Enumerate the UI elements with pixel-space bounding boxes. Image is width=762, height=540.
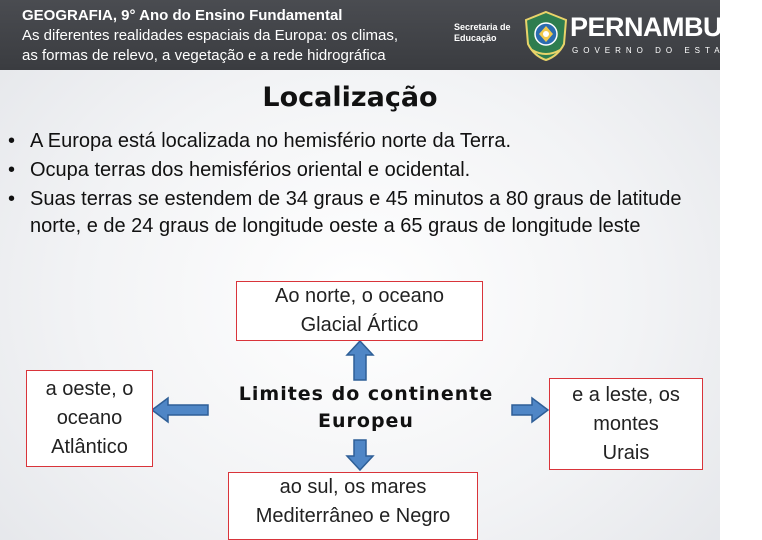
secretaria-line-2: Educação	[454, 33, 497, 43]
arrow-left-icon	[152, 398, 208, 422]
lesson-subtitle-line-2: as formas de relevo, a vegetação e a rede hidrográfica	[22, 47, 386, 64]
north-limit-line-2: Glacial Ártico	[300, 314, 419, 336]
center-label-line-1: Limites do continente	[238, 383, 494, 405]
west-limit-line-2: oceano	[56, 407, 123, 429]
arrow-right-icon	[512, 398, 548, 422]
east-limit-line-3: Urais	[602, 441, 650, 464]
arrow-up-icon	[347, 341, 373, 380]
lesson-subtitle-line-1: As diferentes realidades espaciais da Europa: os climas,	[22, 27, 399, 44]
bullet-text: A Europa está localizada no hemisfério norte da Terra.	[30, 130, 512, 152]
arrow-down-icon	[347, 440, 373, 470]
north-limit-line-1: Ao norte, o oceano	[274, 285, 444, 307]
west-limit-line-1: a oeste, o	[45, 378, 134, 400]
bullet-dot: •	[8, 159, 16, 181]
secretaria-line-1: Secretaria de	[454, 22, 511, 32]
south-limit-line-1: ao sul, os mares	[279, 476, 427, 498]
course-title: GEOGRAFIA, 9° Ano do Ensino Fundamental	[22, 7, 343, 24]
south-limit-box	[228, 472, 478, 540]
center-label-line-2: Europeu	[318, 410, 414, 432]
north-limit-box	[236, 281, 483, 341]
east-limit-line-2: montes	[593, 412, 659, 435]
bullet-text: Ocupa terras dos hemisférios oriental e ocidental.	[30, 159, 471, 181]
west-limit-line-3: Atlântico	[51, 436, 128, 458]
west-limit-box	[26, 370, 153, 467]
brand-wordmark: PERNAMBUCO	[570, 12, 762, 42]
east-limit-line-1: e a leste, os	[572, 383, 680, 406]
south-limit-line-2: Mediterrâneo e Negro	[255, 505, 451, 527]
bullet-dot: •	[8, 188, 16, 210]
slide-title: Localização	[262, 82, 438, 113]
diagram-center-label	[216, 381, 516, 435]
bullet-text: Suas terras se estendem de 34 graus e 45 minutos a 80 graus de latitude norte, e de 24 graus de longitude oeste a 65 graus de longitude leste	[30, 188, 682, 237]
east-limit-box	[549, 378, 703, 470]
bullet-dot: •	[8, 130, 16, 152]
brand-subtitle: GOVERNO DO ESTADO	[572, 46, 747, 55]
